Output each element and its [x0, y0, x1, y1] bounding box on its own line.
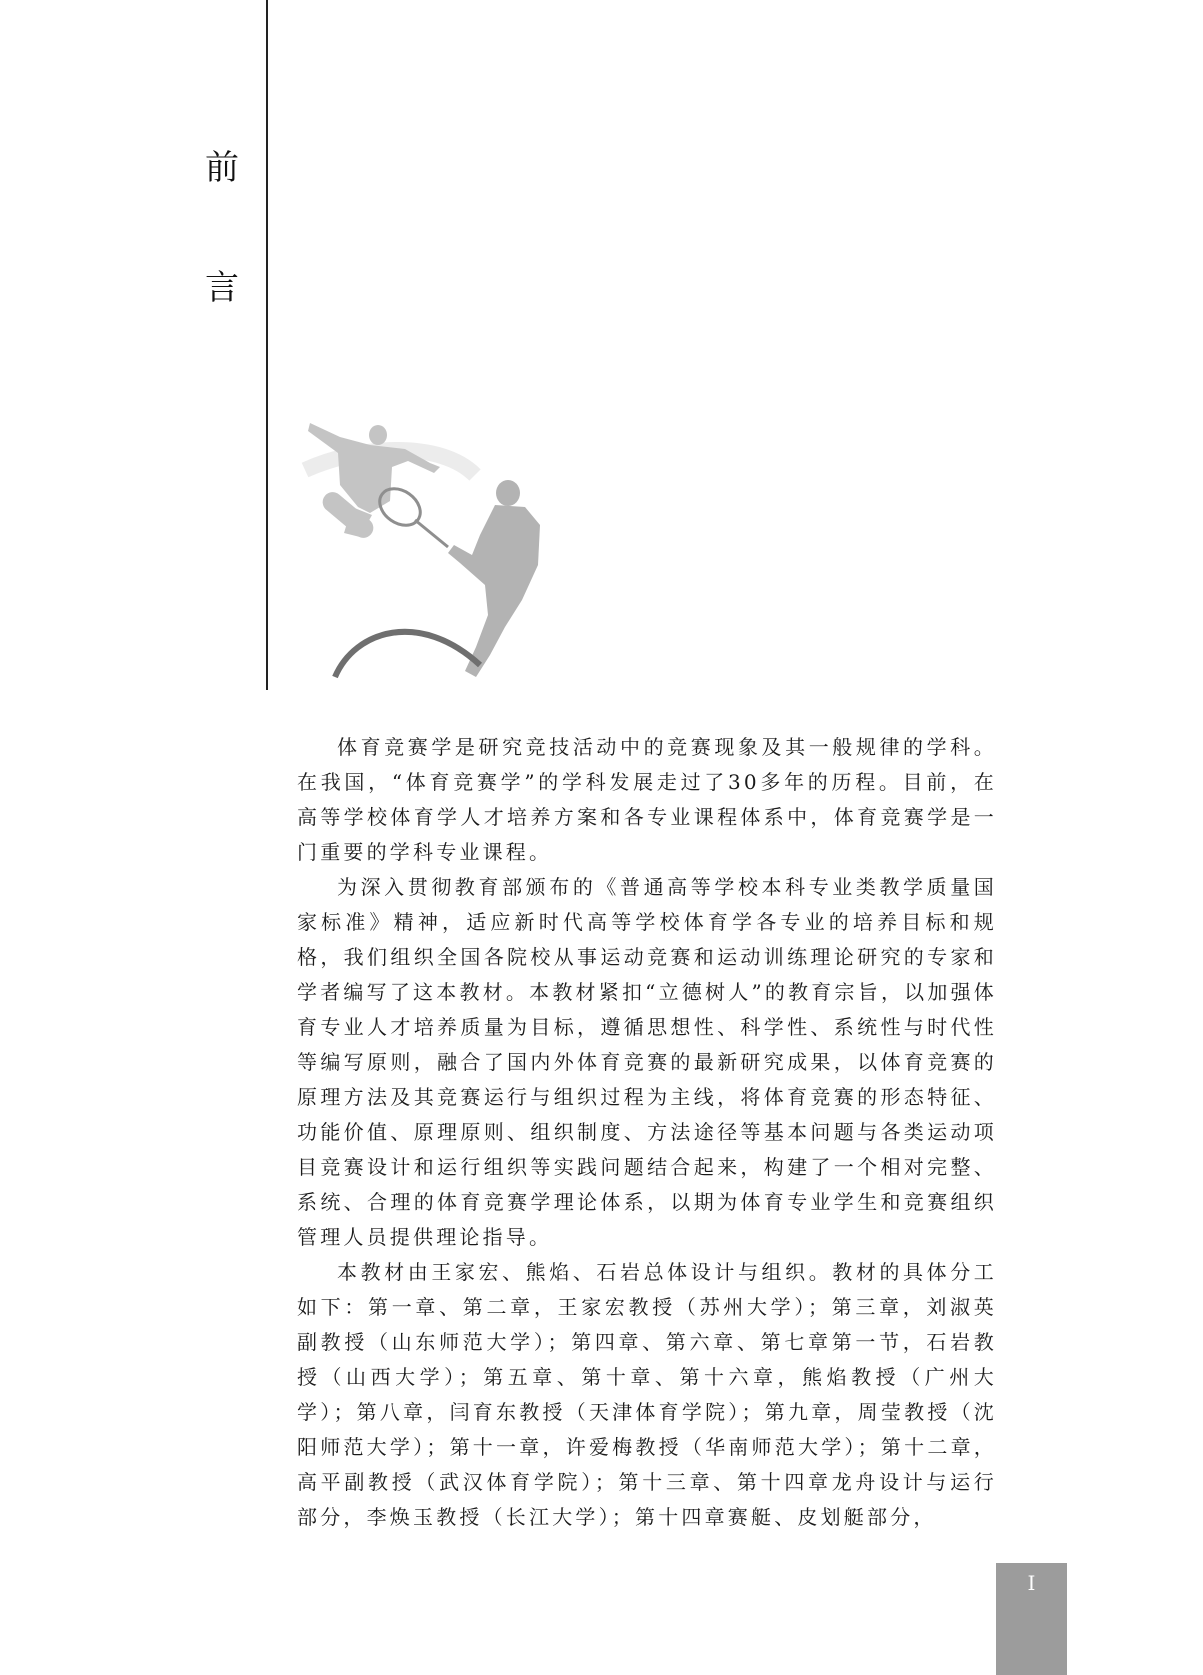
- paragraph-3: 本教材由王家宏、熊焰、石岩总体设计与组织。教材的具体分工如下：第一章、第二章，王家宏教授（苏州大学）；第三章，刘淑英副教授（山东师范大学）；第四章、第六章、第七章第一节，石岩教授（山西大学）；第五章、第十章、第十六章，熊焰教授（广州大学）；第八章，闫育东教授（天津体育学院）；第九章，周莹教授（沈阳师范大学）；第十一章，许爱梅教授（华南师范大学）；第十二章，高平副教授（武汉体育学院）；第十三章、第十四章龙舟设计与运行部分，李焕玉教授（长江大学）；第十四章赛艇、皮划艇部分，: [297, 1260, 997, 1529]
- dark-arc-decoration: [335, 632, 480, 677]
- paragraph-2: 为深入贯彻教育部颁布的《普通高等学校本科专业类教学质量国家标准》精神，适应新时代高等学校体育学各专业的培养目标和规格，我们组织全国各院校从事运动竞赛和运动训练理论研究的专家和学者编写了这本教材。本教材紧扣“立德树人”的教育宗旨，以加强体育专业人才培养质量为目标，遵循思想性、科学性、系统性与时代性等编写原则，融合了国内外体育竞赛的最新研究成果，以体育竞赛的原理方法及其竞赛运行与组织过程为主线，将体育竞赛的形态特征、功能价值、原理原则、组织制度、方法途径等基本问题与各类运动项目竞赛设计和运行组织等实践问题结合起来，构建了一个相对完整、系统、合理的体育竞赛学理论体系，以期为体育专业学生和竞赛组织管理人员提供理论指导。: [297, 875, 997, 1249]
- sports-silhouette-illustration: [300, 415, 580, 687]
- vertical-rule: [266, 0, 268, 690]
- tennis-racket: [373, 481, 448, 547]
- title-char-1: 前: [205, 148, 239, 188]
- page-number: I: [1027, 1571, 1036, 1595]
- title-char-2: 言: [205, 268, 239, 308]
- preface-body: [297, 730, 997, 1535]
- page-number-tab: [996, 1563, 1067, 1675]
- paragraph-1: 体育竞赛学是研究竞技活动中的竞赛现象及其一般规律的学科。在我国，“体育竞赛学”的学科发展走过了30多年的历程。目前，在高等学校体育学人才培养方案和各专业课程体系中，体育竞赛学是一门重要的学科专业课程。: [297, 735, 997, 864]
